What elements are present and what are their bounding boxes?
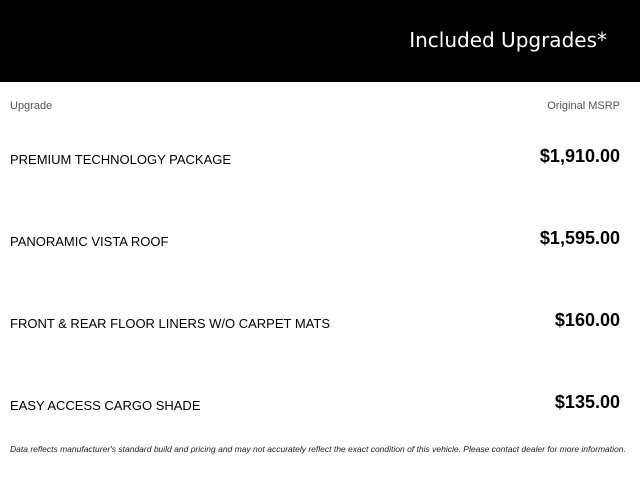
header-bar [0, 0, 640, 82]
upgrade-name: PREMIUM TECHNOLOGY PACKAGE [10, 152, 232, 167]
upgrade-name: EASY ACCESS CARGO SHADE [10, 398, 201, 413]
upgrade-price: $160.00 [554, 310, 620, 330]
page-title: Included Upgrades* [409, 28, 607, 52]
disclaimer-text: Data reflects manufacturer's standard build and pricing and may not accurately reflect the exact condition of this vehicle. Please contact dealer for more information. [10, 444, 626, 454]
upgrade-price: $1,595.00 [539, 228, 620, 248]
column-header-msrp: Original MSRP [547, 100, 620, 112]
column-header-upgrade: Upgrade [10, 100, 53, 112]
upgrade-row [0, 146, 640, 176]
upgrade-row [0, 392, 640, 422]
upgrade-row [0, 310, 640, 340]
upgrade-price: $135.00 [554, 392, 620, 412]
upgrade-name: PANORAMIC VISTA ROOF [10, 234, 169, 249]
upgrade-name: FRONT & REAR FLOOR LINERS W/O CARPET MATS [10, 316, 330, 331]
upgrade-price: $1,910.00 [539, 146, 620, 166]
upgrade-row [0, 228, 640, 258]
